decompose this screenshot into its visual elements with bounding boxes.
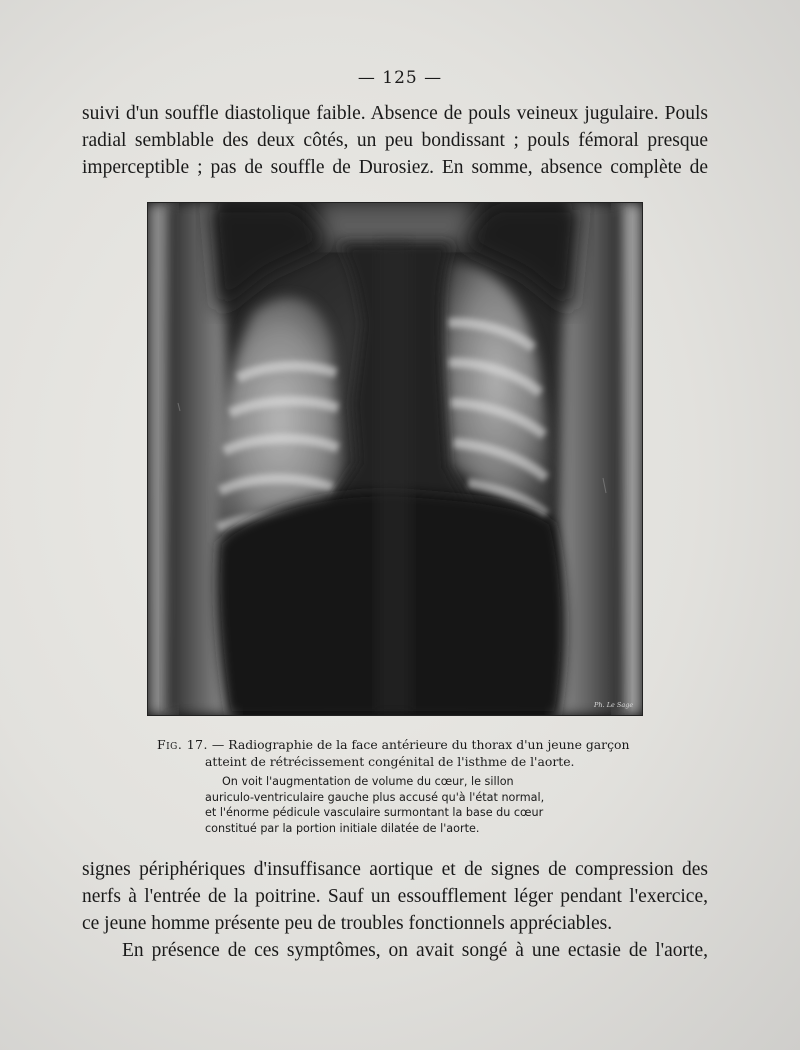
caption-title-line-1: — Radiographie de la face antérieure du thorax d'un jeune garçon: [207, 737, 630, 752]
text-line: nerfs à l'entrée de la poitrine. Sauf un essoufflement léger pendant l'exercice,: [82, 886, 708, 907]
caption-title-line-2: atteint de rétrécissement congénital de l'isthme de l'aorte.: [205, 754, 575, 769]
caption-body-line: auriculo-ventriculaire gauche plus accusé qu'à l'état normal,: [205, 790, 545, 804]
text-line: suivi d'un souffle diastolique faible. Absence de pouls veineux jugulaire. Pouls: [82, 103, 708, 124]
radiograph-image: [148, 203, 642, 715]
page-number: — 125 —: [357, 68, 443, 88]
bottom-paragraph: [82, 856, 708, 964]
text-line: radial semblable des deux côtés, un peu bondissant ; pouls fémoral presque: [82, 130, 708, 151]
engraver-mark: Ph. Le Sage: [594, 701, 634, 709]
top-paragraph: [82, 100, 708, 181]
figure-caption: [157, 736, 657, 836]
text-line: imperceptible ; pas de souffle de Durosiez. En somme, absence complète de: [82, 157, 708, 178]
next-paragraph-first-line: En présence de ces symptômes, on avait songé à une ectasie de l'aorte,: [122, 940, 708, 961]
caption-title: [157, 736, 657, 753]
figure-label: Fig. 17.: [157, 737, 208, 752]
text-line: ce jeune homme présente peu de troubles fonctionnels appréciables.: [82, 913, 613, 934]
caption-body-line: On voit l'augmentation de volume du cœur, le sillon: [222, 775, 514, 788]
caption-body-line: et l'énorme pédicule vasculaire surmontant la base du cœur: [205, 806, 544, 819]
text-line: signes périphériques d'insuffisance aortique et de signes de compression des: [82, 859, 708, 880]
chest-radiograph-figure: [147, 202, 643, 716]
caption-body: [157, 774, 657, 836]
caption-body-line: constitué par la portion initiale dilatée de l'aorte.: [205, 821, 480, 835]
